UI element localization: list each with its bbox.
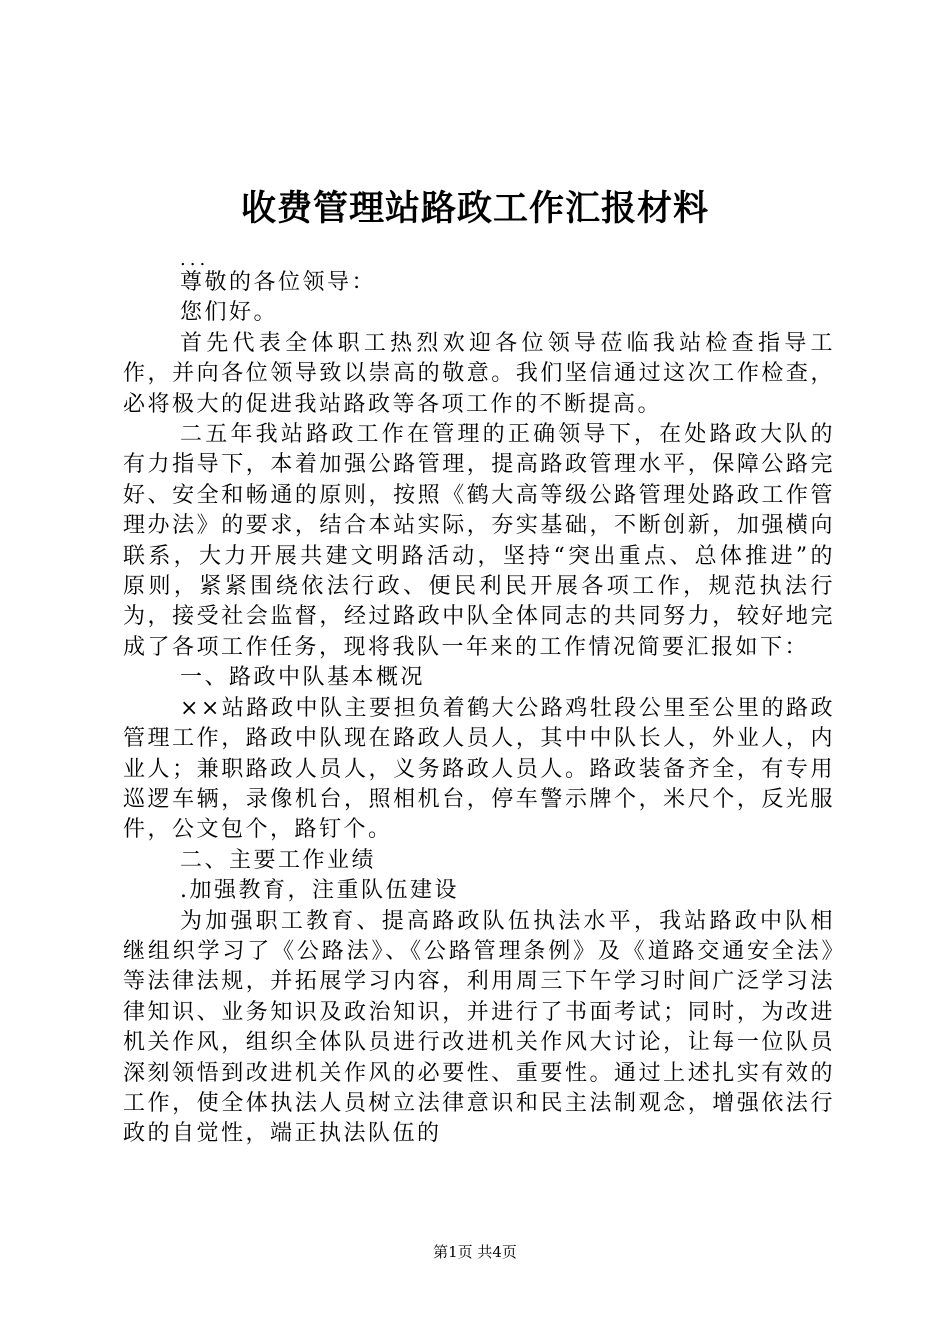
subsection-heading: .加强教育，注重队伍建设 — [180, 878, 459, 904]
page-footer: 第1页 共4页 — [433, 1243, 517, 1261]
paragraph-education: 为加强职工教育、提高路政队伍执法水平，我站路政中队相继组织学习了《公路法》、《公路管理条例》及《道路交通安全法》等法律法规，并拓展学习内容，利用周三下午学习时间广泛学习法律知识、业务知识及政治知识，并进行了书面考试；同时，为改进机关作风，组织全体队员进行改进机关作风大讨论，让每一位队员深刻领悟到改进机关作风的必要性、重要性。通过上述扎实有效的工作，使全体执法人员树立法律意识和民主法制观念，增强依法行政的自觉性，端正执法队伍的 — [123, 908, 835, 1147]
ellipsis-mark: ... — [180, 249, 210, 270]
document-title: 收费管理站路政工作汇报材料 — [240, 189, 709, 229]
paragraph-welcome: 首先代表全体职工热烈欢迎各位领导莅临我站检查指导工作，并向各位领导致以崇高的敬意。我们坚信通过这次工作检查，必将极大的促进我站路政等各项工作的不断提高。 — [123, 330, 835, 417]
document-body — [123, 249, 835, 1150]
paragraph-basic-info: ××站路政中队主要担负着鹤大公路鸡牡段公里至公里的路政管理工作，路政中队现在路政人员人，其中中队长人，外业人，内业人；兼职路政人员人，义务路政人员人。路政装备齐全，有专用巡逻车辆，录像机台，照相机台，停车警示牌个，米尺个，反光服件，公文包个，路钉个。 — [123, 695, 835, 843]
paragraph-overview: 二五年我站路政工作在管理的正确领导下，在处路政大队的有力指导下，本着加强公路管理，提高路政管理水平，保障公路完好、安全和畅通的原则，按照《鹤大高等级公路管理处路政工作管理办法》的要求，结合本站实际，夯实基础，不断创新，加强横向联系，大力开展共建文明路活动，坚持“突出重点、总体推进”的原则，紧紧围绕依法行政、便民利民开展各项工作，规范执法行为，接受社会监督，经过路政中队全体同志的共同努力，较好地完成了各项工作任务，现将我队一年来的工作情况简要汇报如下： — [123, 422, 835, 660]
greeting: 您们好。 — [180, 300, 279, 326]
section-heading-1: 一、路政中队基本概况 — [180, 665, 426, 691]
salutation: 尊敬的各位领导： — [180, 270, 377, 295]
section-heading-2: 二、主要工作业绩 — [180, 847, 377, 873]
